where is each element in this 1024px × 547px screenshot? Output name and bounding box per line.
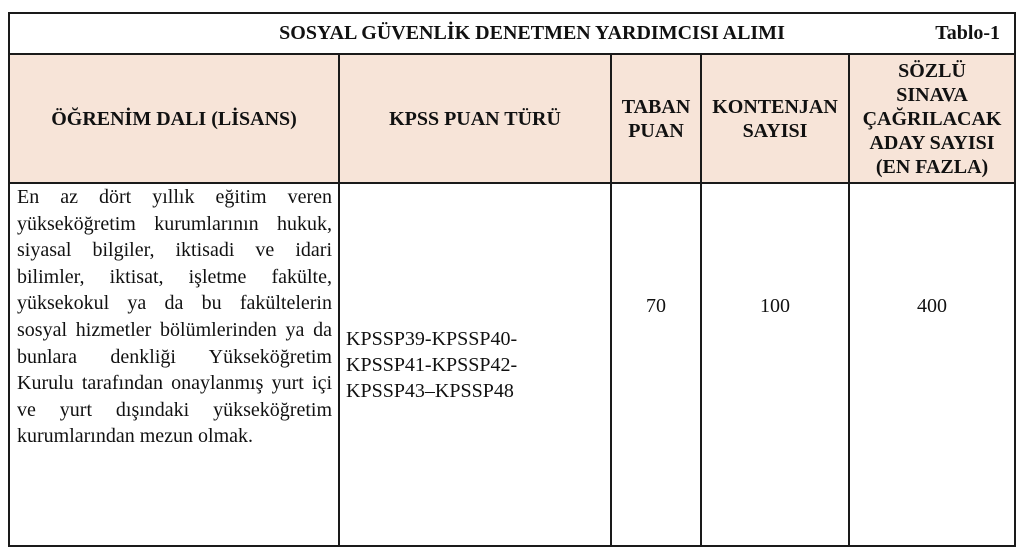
header-sozlu-aday-sayisi <box>849 54 1015 183</box>
header-line: TABAN <box>621 95 691 118</box>
table-header-row <box>9 54 1015 183</box>
header-line: SÖZLÜ <box>898 59 966 82</box>
header-kpss-puan-turu <box>339 54 611 183</box>
recruitment-table <box>8 12 1016 547</box>
table-title: SOSYAL GÜVENLİK DENETMEN YARDIMCISI ALIMI <box>279 22 785 44</box>
cell-taban-puan: 70 <box>611 183 701 546</box>
header-line: SAYISI <box>742 119 808 142</box>
header-line: ÖĞRENİM DALI (LİSANS) <box>51 107 297 130</box>
header-line: ÇAĞRILACAK <box>862 107 1002 130</box>
cell-kpss-puan-turu <box>339 183 611 546</box>
table-title-cell <box>9 13 1015 54</box>
table-title-row <box>9 13 1015 54</box>
table-row <box>9 183 1015 546</box>
table-label: Tablo-1 <box>935 22 1001 44</box>
header-line: ADAY SAYISI <box>869 131 995 154</box>
header-ogrenim-dali <box>9 54 339 183</box>
header-taban-puan <box>611 54 701 183</box>
header-line: KPSS PUAN TÜRÜ <box>389 107 561 130</box>
kpss-line: KPSSP43–KPSSP48 <box>346 379 514 402</box>
cell-ogrenim-dali: En az dört yıllık eğitim veren yükseköğretim kurumlarının hukuk, siyasal bilgiler, iktisadi ve idari bilimler, iktisat, işletme fakülte, yüksekokul ya da bu fakültelerin sosyal hizmetler bölümlerinden ya da bunlara denkliği Yükseköğretim Kurulu tarafından onaylanmış yurt içi ve yurt dışındaki yükseköğretim kurumlarından mezun olmak. <box>9 183 339 546</box>
kpss-line: KPSSP39-KPSSP40- <box>346 327 518 350</box>
header-line: PUAN <box>628 119 684 142</box>
header-kontenjan-sayisi <box>701 54 849 183</box>
header-line: KONTENJAN <box>712 95 838 118</box>
header-line: SINAVA <box>896 83 968 106</box>
header-line: (EN FAZLA) <box>875 155 989 178</box>
cell-kontenjan-sayisi: 100 <box>701 183 849 546</box>
cell-sozlu-aday-sayisi: 400 <box>849 183 1015 546</box>
kpss-line: KPSSP41-KPSSP42- <box>346 353 518 376</box>
